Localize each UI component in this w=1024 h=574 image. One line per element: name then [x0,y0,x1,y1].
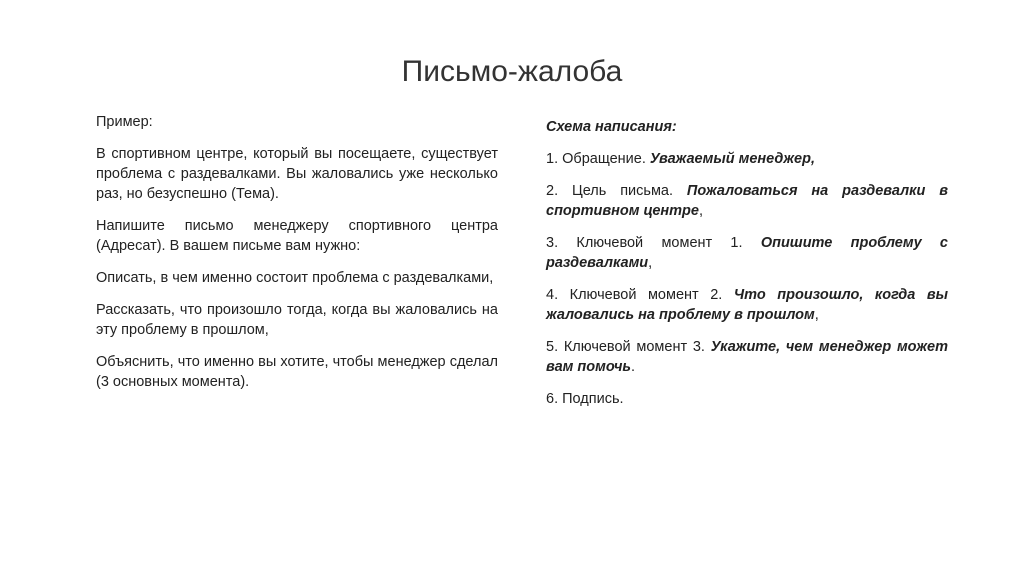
scheme-item-lead: 3. Ключевой момент 1. [546,235,761,251]
scheme-item-tail: , [698,203,703,219]
example-label: Пример: [96,114,153,130]
scheme-item-emphasis: Укажите, чем менеджер может вам помочь [546,339,948,375]
scheme-item-lead: 1. Обращение. [546,151,650,167]
slide-title: Письмо-жалоба [401,55,623,88]
scheme-item-lead: 6. Подпись. [546,391,624,407]
task-paragraph-topic: В спортивном центре, который вы посещаете, существует проблема с раздевалками. Вы жаловались уже несколько раз, но безуспешно (Тема). [96,146,498,202]
scheme-item-point-3 [546,337,948,377]
task-point-explain: Объяснить, что именно вы хотите, чтобы менеджер сделал (3 основных момента). [96,354,498,390]
writing-scheme [546,117,948,421]
scheme-item-lead: 5. Ключевой момент 3. [546,339,711,355]
scheme-item-signature [546,389,948,409]
scheme-item-point-1 [546,233,948,273]
scheme-item-lead: 2. Цель письма. [546,183,687,199]
task-point-describe: Описать, в чем именно состоит проблема с раздевалками, [96,270,494,286]
scheme-item-tail: , [814,307,819,323]
scheme-item-point-2 [546,285,948,325]
scheme-item-emphasis: Опишите проблему с раздевалками [546,235,948,271]
task-paragraph-addressee: Напишите письмо менеджеру спортивного центра (Адресат). В вашем письме вам нужно: [96,218,498,254]
task-point-tell: Рассказать, что произошло тогда, когда вы жаловались на эту проблему в прошлом, [96,302,498,338]
scheme-item-lead: 4. Ключевой момент 2. [546,287,734,303]
scheme-item-greeting [546,149,948,169]
scheme-item-tail: . [631,359,636,375]
scheme-item-purpose [546,181,948,221]
scheme-item-emphasis: Пожаловаться на раздевалки в спортивном центре [546,183,948,219]
scheme-item-emphasis: Уважаемый менеджер, [649,151,815,167]
scheme-item-emphasis: Что произошло, когда вы жаловались на проблему в прошлом [546,287,948,323]
scheme-heading: Схема написания: [546,119,677,135]
task-description [96,112,498,404]
scheme-item-tail: , [648,255,653,271]
